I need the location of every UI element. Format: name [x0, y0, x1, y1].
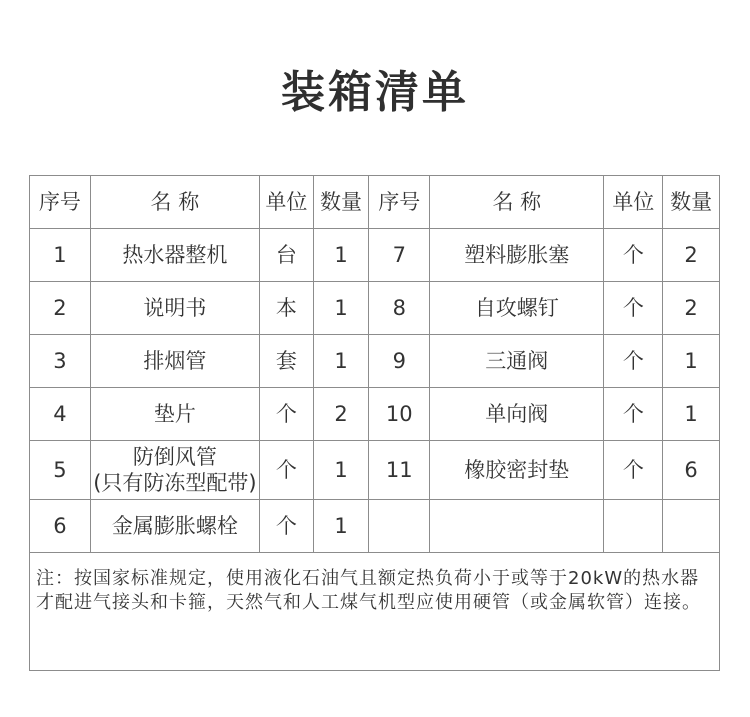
item-no: 5 [30, 441, 91, 500]
item-no: 3 [30, 335, 91, 388]
item-unit: 个 [604, 229, 663, 282]
item-unit: 本 [259, 282, 313, 335]
item-name: 金属膨胀螺栓 [90, 500, 259, 553]
item-qty: 6 [663, 441, 720, 500]
item-qty: 2 [313, 388, 369, 441]
item-unit: 套 [259, 335, 313, 388]
item-qty: 1 [313, 500, 369, 553]
item-name-note: (只有防冻型配带) [93, 471, 257, 495]
item-name: 自攻螺钉 [430, 282, 604, 335]
item-qty: 1 [313, 282, 369, 335]
item-qty [663, 500, 720, 553]
item-qty: 1 [313, 229, 369, 282]
table-row [30, 229, 720, 282]
header-no: 序号 [30, 176, 91, 229]
item-unit: 台 [259, 229, 313, 282]
item-no: 11 [369, 441, 430, 500]
item-no: 7 [369, 229, 430, 282]
item-no: 6 [30, 500, 91, 553]
item-name: 说明书 [90, 282, 259, 335]
item-no: 2 [30, 282, 91, 335]
item-no [369, 500, 430, 553]
note-row [30, 553, 720, 671]
item-name: 橡胶密封垫 [430, 441, 604, 500]
header-qty-right: 数量 [663, 176, 720, 229]
item-name: 单向阀 [430, 388, 604, 441]
table-header-row [30, 176, 720, 229]
item-no: 9 [369, 335, 430, 388]
note-text: 注：按国家标准规定，使用液化石油气且额定热负荷小于或等于20kW的热水器才配进气接头和卡箍，天然气和人工煤气机型应使用硬管（或金属软管）连接。 [30, 553, 720, 671]
header-no-right: 序号 [369, 176, 430, 229]
table-row [30, 388, 720, 441]
item-name-cell [90, 441, 259, 500]
item-qty: 1 [313, 335, 369, 388]
item-name: 三通阀 [430, 335, 604, 388]
table-row [30, 500, 720, 553]
item-qty: 1 [663, 388, 720, 441]
item-unit: 个 [604, 335, 663, 388]
page-title: 装箱清单 [281, 67, 469, 118]
item-name: 防倒风管 [132, 444, 217, 469]
item-qty: 1 [663, 335, 720, 388]
item-unit: 个 [259, 441, 313, 500]
header-qty: 数量 [313, 176, 369, 229]
item-qty: 2 [663, 229, 720, 282]
item-name: 排烟管 [90, 335, 259, 388]
item-unit [604, 500, 663, 553]
item-unit: 个 [259, 388, 313, 441]
item-qty: 2 [663, 282, 720, 335]
item-no: 8 [369, 282, 430, 335]
item-name [430, 500, 604, 553]
packing-list-table [29, 175, 720, 671]
header-unit: 单位 [259, 176, 313, 229]
table-row [30, 441, 720, 500]
item-unit: 个 [604, 441, 663, 500]
header-name-right: 名 称 [430, 176, 604, 229]
item-name: 垫片 [90, 388, 259, 441]
item-name: 热水器整机 [90, 229, 259, 282]
table-row [30, 335, 720, 388]
item-no: 1 [30, 229, 91, 282]
item-unit: 个 [259, 500, 313, 553]
item-unit: 个 [604, 388, 663, 441]
header-unit-right: 单位 [604, 176, 663, 229]
item-no: 4 [30, 388, 91, 441]
table-row [30, 282, 720, 335]
item-no: 10 [369, 388, 430, 441]
item-unit: 个 [604, 282, 663, 335]
item-qty: 1 [313, 441, 369, 500]
header-name: 名 称 [90, 176, 259, 229]
item-name: 塑料膨胀塞 [430, 229, 604, 282]
